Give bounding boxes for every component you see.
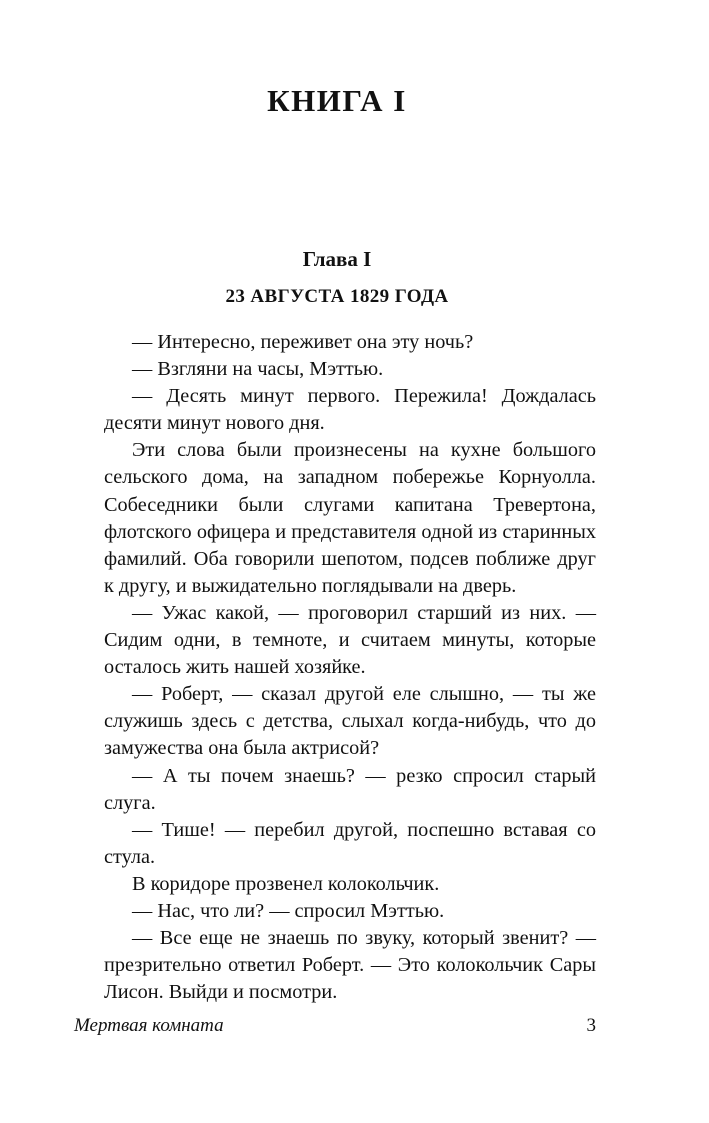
paragraph: — А ты почем знаешь? — резко спросил старый слуга.	[104, 764, 596, 814]
paragraph: — Взгляни на часы, Мэттью.	[132, 358, 384, 381]
body-text	[104, 329, 596, 1006]
paragraph: — Все еще не знаешь по звуку, который звенит? — презрительно ответил Роберт. — Это колокольчик Сары Лисон. Выйди и посмотри.	[104, 927, 596, 1004]
paragraph: — Роберт, — сказал другой еле слышно, — ты же служишь здесь с детства, слыхал когда-нибудь, что до замужества она была актрисой?	[104, 683, 596, 760]
page-number: 3	[586, 1015, 596, 1036]
chapter-subtitle: 23 АВГУСТА 1829 ГОДА	[225, 286, 449, 307]
paragraph: — Ужас какой, — проговорил старший из них. — Сидим одни, в темноте, и считаем минуты, которые осталось жить нашей хозяйке.	[104, 601, 596, 679]
paragraph: — Десять минут первого. Пережила! Дождалась десяти минут нового дня.	[104, 385, 596, 435]
paragraph: Эти слова были произнесены на кухне большого сельского дома, на западном побережье Корнуолла. Собеседники были слугами капитана Тревертона, флотского офицера и представителя одной из старинных фамилий. Оба говорили шепотом, подсев поближе друг к другу, и выжидательно поглядывали на дверь.	[104, 439, 596, 597]
chapter-title: Глава I	[302, 247, 372, 271]
paragraph: — Тише! — перебил другой, поспешно вставая со стула.	[104, 818, 596, 868]
paragraph: — Нас, что ли? — спросил Мэттью.	[132, 899, 445, 922]
running-title: Мертвая комната	[74, 1015, 224, 1036]
paragraph: В коридоре прозвенел колокольчик.	[132, 872, 440, 895]
book-title: КНИГА I	[267, 83, 407, 118]
paragraph: — Интересно, переживет она эту ночь?	[132, 331, 474, 353]
